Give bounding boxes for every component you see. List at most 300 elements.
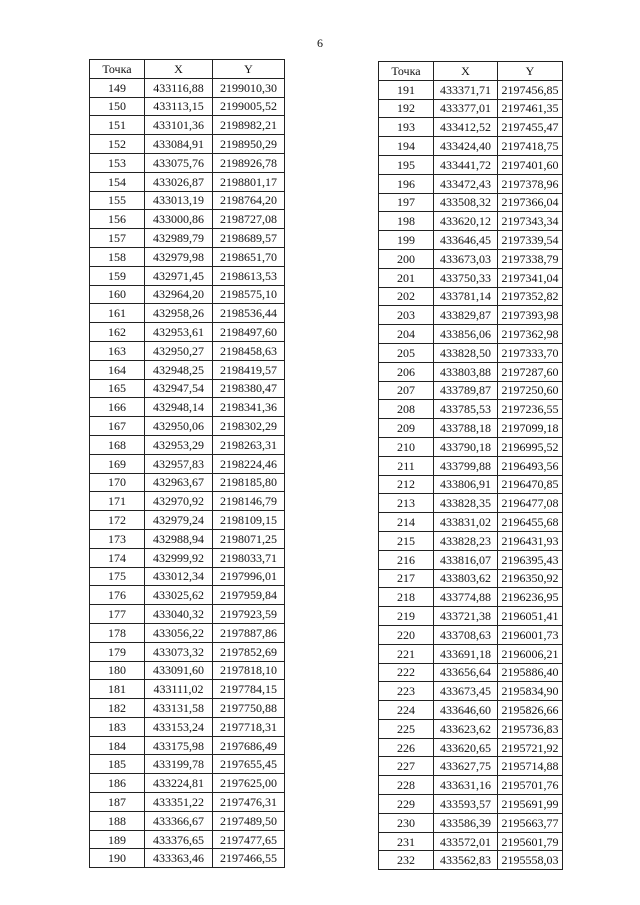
point-number-cell: 188 bbox=[90, 811, 145, 830]
y-coordinate-cell: 2199005,52 bbox=[213, 97, 285, 116]
point-number-cell: 178 bbox=[90, 623, 145, 642]
y-coordinate-cell: 2195601,79 bbox=[498, 832, 563, 851]
y-coordinate-cell: 2195714,88 bbox=[498, 757, 563, 776]
y-coordinate-cell: 2196001,73 bbox=[498, 625, 563, 644]
x-coordinate-cell: 433412,52 bbox=[434, 118, 498, 137]
table-row bbox=[379, 531, 563, 550]
table-row bbox=[90, 78, 285, 97]
y-coordinate-cell: 2198497,60 bbox=[213, 323, 285, 342]
page-number: 6 bbox=[317, 36, 323, 50]
x-coordinate-cell: 433831,02 bbox=[434, 513, 498, 532]
x-coordinate-cell: 433084,91 bbox=[145, 135, 213, 154]
y-coordinate-cell: 2197959,84 bbox=[213, 586, 285, 605]
table-row bbox=[90, 473, 285, 492]
x-coordinate-cell: 433790,18 bbox=[434, 437, 498, 456]
table-row bbox=[90, 680, 285, 699]
table-row bbox=[90, 642, 285, 661]
table-row bbox=[379, 268, 563, 287]
y-coordinate-cell: 2197456,85 bbox=[498, 80, 563, 99]
y-coordinate-cell: 2197250,60 bbox=[498, 381, 563, 400]
y-coordinate-cell: 2198185,80 bbox=[213, 473, 285, 492]
y-coordinate-cell: 2198419,57 bbox=[213, 360, 285, 379]
x-coordinate-cell: 432948,25 bbox=[145, 360, 213, 379]
table-row bbox=[90, 661, 285, 680]
point-number-cell: 223 bbox=[379, 682, 434, 701]
point-number-cell: 197 bbox=[379, 193, 434, 212]
x-coordinate-cell: 433828,35 bbox=[434, 494, 498, 513]
point-number-cell: 199 bbox=[379, 231, 434, 250]
x-coordinate-cell: 433073,32 bbox=[145, 642, 213, 661]
table-row bbox=[90, 755, 285, 774]
x-coordinate-cell: 433781,14 bbox=[434, 287, 498, 306]
point-number-cell: 212 bbox=[379, 475, 434, 494]
table-row bbox=[379, 795, 563, 814]
y-coordinate-cell: 2197236,55 bbox=[498, 400, 563, 419]
column-header-point: Точка bbox=[379, 62, 434, 81]
table-row bbox=[90, 116, 285, 135]
table-row bbox=[90, 699, 285, 718]
x-coordinate-cell: 433799,88 bbox=[434, 456, 498, 475]
table-row bbox=[90, 247, 285, 266]
table-row bbox=[379, 644, 563, 663]
y-coordinate-cell: 2197887,86 bbox=[213, 623, 285, 642]
x-coordinate-cell: 432958,26 bbox=[145, 304, 213, 323]
point-number-cell: 206 bbox=[379, 362, 434, 381]
y-coordinate-cell: 2198536,44 bbox=[213, 304, 285, 323]
y-coordinate-cell: 2197341,04 bbox=[498, 268, 563, 287]
table-row bbox=[90, 229, 285, 248]
table-row bbox=[90, 97, 285, 116]
y-coordinate-cell: 2195834,90 bbox=[498, 682, 563, 701]
x-coordinate-cell: 433750,33 bbox=[434, 268, 498, 287]
table-row bbox=[90, 830, 285, 849]
point-number-cell: 215 bbox=[379, 531, 434, 550]
point-number-cell: 182 bbox=[90, 699, 145, 718]
point-number-cell: 173 bbox=[90, 529, 145, 548]
x-coordinate-cell: 433774,88 bbox=[434, 588, 498, 607]
y-coordinate-cell: 2195663,77 bbox=[498, 813, 563, 832]
point-number-cell: 194 bbox=[379, 137, 434, 156]
table-row bbox=[90, 811, 285, 830]
x-coordinate-cell: 433111,02 bbox=[145, 680, 213, 699]
point-number-cell: 172 bbox=[90, 511, 145, 530]
table-row bbox=[379, 588, 563, 607]
x-coordinate-cell: 433828,23 bbox=[434, 531, 498, 550]
x-coordinate-cell: 433025,62 bbox=[145, 586, 213, 605]
y-coordinate-cell: 2198341,36 bbox=[213, 398, 285, 417]
table-row bbox=[379, 118, 563, 137]
x-coordinate-cell: 433113,15 bbox=[145, 97, 213, 116]
point-number-cell: 213 bbox=[379, 494, 434, 513]
table-row bbox=[90, 304, 285, 323]
y-coordinate-cell: 2198764,20 bbox=[213, 191, 285, 210]
y-coordinate-cell: 2195701,76 bbox=[498, 776, 563, 795]
y-coordinate-cell: 2197362,98 bbox=[498, 325, 563, 344]
y-coordinate-cell: 2197393,98 bbox=[498, 306, 563, 325]
x-coordinate-cell: 433371,71 bbox=[434, 80, 498, 99]
x-coordinate-cell: 432989,79 bbox=[145, 229, 213, 248]
x-coordinate-cell: 433691,18 bbox=[434, 644, 498, 663]
table-row bbox=[90, 360, 285, 379]
point-number-cell: 232 bbox=[379, 851, 434, 870]
x-coordinate-cell: 433377,01 bbox=[434, 99, 498, 118]
table-row bbox=[379, 682, 563, 701]
y-coordinate-cell: 2196395,43 bbox=[498, 550, 563, 569]
x-coordinate-cell: 433040,32 bbox=[145, 605, 213, 624]
y-coordinate-cell: 2197852,69 bbox=[213, 642, 285, 661]
x-coordinate-cell: 433366,67 bbox=[145, 811, 213, 830]
x-coordinate-cell: 433816,07 bbox=[434, 550, 498, 569]
table-row bbox=[90, 605, 285, 624]
table-row bbox=[90, 210, 285, 229]
table-row bbox=[379, 343, 563, 362]
table-row bbox=[90, 435, 285, 454]
x-coordinate-cell: 433351,22 bbox=[145, 793, 213, 812]
x-coordinate-cell: 433175,98 bbox=[145, 736, 213, 755]
table-row bbox=[379, 80, 563, 99]
point-number-cell: 210 bbox=[379, 437, 434, 456]
table-row bbox=[379, 249, 563, 268]
table-row bbox=[379, 494, 563, 513]
y-coordinate-cell: 2197784,15 bbox=[213, 680, 285, 699]
point-number-cell: 211 bbox=[379, 456, 434, 475]
table-row bbox=[379, 663, 563, 682]
point-number-cell: 207 bbox=[379, 381, 434, 400]
point-number-cell: 167 bbox=[90, 417, 145, 436]
table-row bbox=[379, 287, 563, 306]
table-row bbox=[90, 454, 285, 473]
y-coordinate-cell: 2198033,71 bbox=[213, 548, 285, 567]
point-number-cell: 203 bbox=[379, 306, 434, 325]
point-number-cell: 204 bbox=[379, 325, 434, 344]
table-row bbox=[379, 550, 563, 569]
x-coordinate-cell: 432947,54 bbox=[145, 379, 213, 398]
table-header-row bbox=[90, 60, 285, 79]
table-row bbox=[90, 623, 285, 642]
x-coordinate-cell: 433627,75 bbox=[434, 757, 498, 776]
table-row bbox=[379, 851, 563, 870]
point-number-cell: 163 bbox=[90, 341, 145, 360]
column-header-x: X bbox=[145, 60, 213, 79]
y-coordinate-cell: 2197333,70 bbox=[498, 343, 563, 362]
y-coordinate-cell: 2197418,75 bbox=[498, 137, 563, 156]
x-coordinate-cell: 433013,19 bbox=[145, 191, 213, 210]
point-number-cell: 228 bbox=[379, 776, 434, 795]
x-coordinate-cell: 433708,63 bbox=[434, 625, 498, 644]
table-row bbox=[90, 793, 285, 812]
x-coordinate-cell: 432964,20 bbox=[145, 285, 213, 304]
y-coordinate-cell: 2195558,03 bbox=[498, 851, 563, 870]
table-row bbox=[90, 135, 285, 154]
table-row bbox=[379, 325, 563, 344]
table-row bbox=[379, 137, 563, 156]
point-number-cell: 196 bbox=[379, 174, 434, 193]
column-header-y: Y bbox=[498, 62, 563, 81]
x-coordinate-cell: 433131,58 bbox=[145, 699, 213, 718]
x-coordinate-cell: 433620,12 bbox=[434, 212, 498, 231]
table-row bbox=[90, 153, 285, 172]
point-number-cell: 205 bbox=[379, 343, 434, 362]
point-number-cell: 195 bbox=[379, 155, 434, 174]
y-coordinate-cell: 2198982,21 bbox=[213, 116, 285, 135]
y-coordinate-cell: 2195736,83 bbox=[498, 719, 563, 738]
y-coordinate-cell: 2197477,65 bbox=[213, 830, 285, 849]
table-row bbox=[379, 212, 563, 231]
y-coordinate-cell: 2196350,92 bbox=[498, 569, 563, 588]
point-number-cell: 227 bbox=[379, 757, 434, 776]
point-number-cell: 224 bbox=[379, 701, 434, 720]
coordinates-table-left bbox=[89, 59, 285, 868]
y-coordinate-cell: 2196493,56 bbox=[498, 456, 563, 475]
table-row bbox=[379, 513, 563, 532]
point-number-cell: 220 bbox=[379, 625, 434, 644]
x-coordinate-cell: 433441,72 bbox=[434, 155, 498, 174]
y-coordinate-cell: 2197366,04 bbox=[498, 193, 563, 212]
point-number-cell: 169 bbox=[90, 454, 145, 473]
table-row bbox=[379, 400, 563, 419]
point-number-cell: 219 bbox=[379, 607, 434, 626]
table-row bbox=[90, 548, 285, 567]
x-coordinate-cell: 433620,65 bbox=[434, 738, 498, 757]
x-coordinate-cell: 433829,87 bbox=[434, 306, 498, 325]
point-number-cell: 221 bbox=[379, 644, 434, 663]
x-coordinate-cell: 432970,92 bbox=[145, 492, 213, 511]
x-coordinate-cell: 433363,46 bbox=[145, 849, 213, 868]
point-number-cell: 166 bbox=[90, 398, 145, 417]
table-row bbox=[379, 776, 563, 795]
y-coordinate-cell: 2195691,99 bbox=[498, 795, 563, 814]
x-coordinate-cell: 432971,45 bbox=[145, 266, 213, 285]
y-coordinate-cell: 2197287,60 bbox=[498, 362, 563, 381]
x-coordinate-cell: 433572,01 bbox=[434, 832, 498, 851]
x-coordinate-cell: 433012,34 bbox=[145, 567, 213, 586]
point-number-cell: 193 bbox=[379, 118, 434, 137]
x-coordinate-cell: 432950,27 bbox=[145, 341, 213, 360]
x-coordinate-cell: 433199,78 bbox=[145, 755, 213, 774]
point-number-cell: 209 bbox=[379, 419, 434, 438]
x-coordinate-cell: 433508,32 bbox=[434, 193, 498, 212]
table-row bbox=[379, 719, 563, 738]
table-row bbox=[379, 231, 563, 250]
y-coordinate-cell: 2198302,29 bbox=[213, 417, 285, 436]
y-coordinate-cell: 2197996,01 bbox=[213, 567, 285, 586]
table-row bbox=[90, 172, 285, 191]
y-coordinate-cell: 2197923,59 bbox=[213, 605, 285, 624]
x-coordinate-cell: 432979,98 bbox=[145, 247, 213, 266]
y-coordinate-cell: 2197818,10 bbox=[213, 661, 285, 680]
point-number-cell: 201 bbox=[379, 268, 434, 287]
y-coordinate-cell: 2196051,41 bbox=[498, 607, 563, 626]
x-coordinate-cell: 433586,39 bbox=[434, 813, 498, 832]
table-row bbox=[90, 379, 285, 398]
y-coordinate-cell: 2198071,25 bbox=[213, 529, 285, 548]
y-coordinate-cell: 2197343,34 bbox=[498, 212, 563, 231]
point-number-cell: 192 bbox=[379, 99, 434, 118]
x-coordinate-cell: 433593,57 bbox=[434, 795, 498, 814]
x-coordinate-cell: 432979,24 bbox=[145, 511, 213, 530]
point-number-cell: 214 bbox=[379, 513, 434, 532]
y-coordinate-cell: 2198651,70 bbox=[213, 247, 285, 266]
y-coordinate-cell: 2198926,78 bbox=[213, 153, 285, 172]
point-number-cell: 168 bbox=[90, 435, 145, 454]
point-number-cell: 149 bbox=[90, 78, 145, 97]
point-number-cell: 174 bbox=[90, 548, 145, 567]
y-coordinate-cell: 2196236,95 bbox=[498, 588, 563, 607]
point-number-cell: 154 bbox=[90, 172, 145, 191]
y-coordinate-cell: 2197338,79 bbox=[498, 249, 563, 268]
x-coordinate-cell: 433828,50 bbox=[434, 343, 498, 362]
y-coordinate-cell: 2195721,92 bbox=[498, 738, 563, 757]
y-coordinate-cell: 2196455,68 bbox=[498, 513, 563, 532]
y-coordinate-cell: 2197718,31 bbox=[213, 717, 285, 736]
y-coordinate-cell: 2198689,57 bbox=[213, 229, 285, 248]
x-coordinate-cell: 433631,16 bbox=[434, 776, 498, 795]
point-number-cell: 161 bbox=[90, 304, 145, 323]
y-coordinate-cell: 2196470,85 bbox=[498, 475, 563, 494]
y-coordinate-cell: 2196995,52 bbox=[498, 437, 563, 456]
y-coordinate-cell: 2198575,10 bbox=[213, 285, 285, 304]
y-coordinate-cell: 2198146,79 bbox=[213, 492, 285, 511]
point-number-cell: 160 bbox=[90, 285, 145, 304]
y-coordinate-cell: 2195826,66 bbox=[498, 701, 563, 720]
x-coordinate-cell: 432957,83 bbox=[145, 454, 213, 473]
y-coordinate-cell: 2198727,08 bbox=[213, 210, 285, 229]
point-number-cell: 155 bbox=[90, 191, 145, 210]
y-coordinate-cell: 2195886,40 bbox=[498, 663, 563, 682]
point-number-cell: 202 bbox=[379, 287, 434, 306]
table-row bbox=[379, 757, 563, 776]
x-coordinate-cell: 433000,86 bbox=[145, 210, 213, 229]
x-coordinate-cell: 432953,29 bbox=[145, 435, 213, 454]
table-row bbox=[90, 849, 285, 868]
point-number-cell: 179 bbox=[90, 642, 145, 661]
y-coordinate-cell: 2197489,50 bbox=[213, 811, 285, 830]
y-coordinate-cell: 2198109,15 bbox=[213, 511, 285, 530]
point-number-cell: 225 bbox=[379, 719, 434, 738]
point-number-cell: 183 bbox=[90, 717, 145, 736]
point-number-cell: 153 bbox=[90, 153, 145, 172]
point-number-cell: 191 bbox=[379, 80, 434, 99]
y-coordinate-cell: 2198458,63 bbox=[213, 341, 285, 360]
y-coordinate-cell: 2197378,96 bbox=[498, 174, 563, 193]
y-coordinate-cell: 2197655,45 bbox=[213, 755, 285, 774]
x-coordinate-cell: 433803,62 bbox=[434, 569, 498, 588]
x-coordinate-cell: 433785,53 bbox=[434, 400, 498, 419]
point-number-cell: 189 bbox=[90, 830, 145, 849]
table-row bbox=[379, 193, 563, 212]
y-coordinate-cell: 2198613,53 bbox=[213, 266, 285, 285]
point-number-cell: 176 bbox=[90, 586, 145, 605]
x-coordinate-cell: 433026,87 bbox=[145, 172, 213, 191]
x-coordinate-cell: 432963,67 bbox=[145, 473, 213, 492]
point-number-cell: 229 bbox=[379, 795, 434, 814]
point-number-cell: 216 bbox=[379, 550, 434, 569]
point-number-cell: 164 bbox=[90, 360, 145, 379]
x-coordinate-cell: 433376,65 bbox=[145, 830, 213, 849]
point-number-cell: 184 bbox=[90, 736, 145, 755]
point-number-cell: 177 bbox=[90, 605, 145, 624]
x-coordinate-cell: 433789,87 bbox=[434, 381, 498, 400]
x-coordinate-cell: 433101,36 bbox=[145, 116, 213, 135]
table-row bbox=[90, 511, 285, 530]
x-coordinate-cell: 432999,92 bbox=[145, 548, 213, 567]
table-row bbox=[379, 475, 563, 494]
table-row bbox=[90, 398, 285, 417]
table-row bbox=[90, 492, 285, 511]
point-number-cell: 162 bbox=[90, 323, 145, 342]
y-coordinate-cell: 2199010,30 bbox=[213, 78, 285, 97]
point-number-cell: 150 bbox=[90, 97, 145, 116]
y-coordinate-cell: 2198263,31 bbox=[213, 435, 285, 454]
x-coordinate-cell: 433075,76 bbox=[145, 153, 213, 172]
y-coordinate-cell: 2196006,21 bbox=[498, 644, 563, 663]
point-number-cell: 157 bbox=[90, 229, 145, 248]
table-row bbox=[90, 774, 285, 793]
table-row bbox=[379, 456, 563, 475]
table-row bbox=[379, 155, 563, 174]
point-number-cell: 226 bbox=[379, 738, 434, 757]
y-coordinate-cell: 2198950,29 bbox=[213, 135, 285, 154]
table-row bbox=[379, 701, 563, 720]
point-number-cell: 165 bbox=[90, 379, 145, 398]
table-row bbox=[379, 174, 563, 193]
y-coordinate-cell: 2197339,54 bbox=[498, 231, 563, 250]
y-coordinate-cell: 2198801,17 bbox=[213, 172, 285, 191]
point-number-cell: 159 bbox=[90, 266, 145, 285]
column-header-y: Y bbox=[213, 60, 285, 79]
x-coordinate-cell: 433091,60 bbox=[145, 661, 213, 680]
point-number-cell: 185 bbox=[90, 755, 145, 774]
point-number-cell: 222 bbox=[379, 663, 434, 682]
x-coordinate-cell: 432988,94 bbox=[145, 529, 213, 548]
table-row bbox=[379, 362, 563, 381]
point-number-cell: 158 bbox=[90, 247, 145, 266]
x-coordinate-cell: 433056,22 bbox=[145, 623, 213, 642]
point-number-cell: 186 bbox=[90, 774, 145, 793]
point-number-cell: 181 bbox=[90, 680, 145, 699]
point-number-cell: 187 bbox=[90, 793, 145, 812]
x-coordinate-cell: 433562,83 bbox=[434, 851, 498, 870]
point-number-cell: 152 bbox=[90, 135, 145, 154]
x-coordinate-cell: 432950,06 bbox=[145, 417, 213, 436]
point-number-cell: 156 bbox=[90, 210, 145, 229]
column-header-x: X bbox=[434, 62, 498, 81]
x-coordinate-cell: 433803,88 bbox=[434, 362, 498, 381]
table-row bbox=[379, 832, 563, 851]
y-coordinate-cell: 2197099,18 bbox=[498, 419, 563, 438]
table-row bbox=[379, 625, 563, 644]
table-row bbox=[379, 813, 563, 832]
x-coordinate-cell: 433721,38 bbox=[434, 607, 498, 626]
x-coordinate-cell: 433116,88 bbox=[145, 78, 213, 97]
x-coordinate-cell: 433788,18 bbox=[434, 419, 498, 438]
point-number-cell: 198 bbox=[379, 212, 434, 231]
point-number-cell: 230 bbox=[379, 813, 434, 832]
table-row bbox=[379, 437, 563, 456]
x-coordinate-cell: 433673,45 bbox=[434, 682, 498, 701]
point-number-cell: 171 bbox=[90, 492, 145, 511]
point-number-cell: 170 bbox=[90, 473, 145, 492]
y-coordinate-cell: 2198224,46 bbox=[213, 454, 285, 473]
coordinates-table-right bbox=[378, 61, 563, 870]
x-coordinate-cell: 433806,91 bbox=[434, 475, 498, 494]
table-row bbox=[90, 529, 285, 548]
y-coordinate-cell: 2197352,82 bbox=[498, 287, 563, 306]
x-coordinate-cell: 433656,64 bbox=[434, 663, 498, 682]
table-row bbox=[379, 381, 563, 400]
y-coordinate-cell: 2197455,47 bbox=[498, 118, 563, 137]
point-number-cell: 217 bbox=[379, 569, 434, 588]
